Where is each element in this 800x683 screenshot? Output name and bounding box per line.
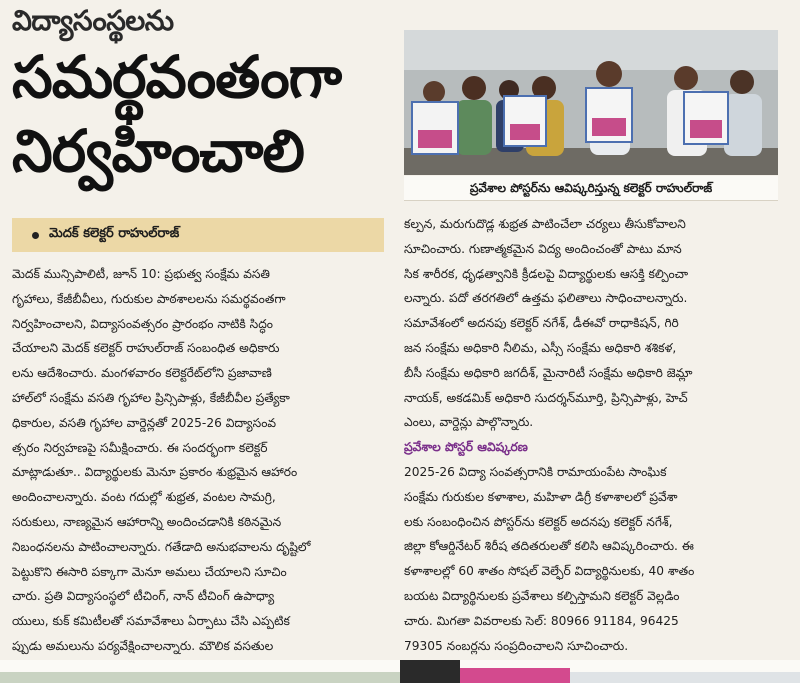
next-article-strip <box>0 660 800 683</box>
headline-line-2: నిర్వహించాలి <box>12 117 304 185</box>
text-line: బీసీ సంక్షేమ అధికారి జగదీశ్, మైనారిటీ సంక్షేమ అధికారి జెమ్లా <box>404 365 693 380</box>
text-line: జిల్లా కోఆర్డినేటర్ శిరీష తదితరులతో కలిసి ఆవిష్కరించారు. ఈ <box>404 539 694 554</box>
next-article-photo <box>570 672 800 683</box>
subheading: ప్రవేశాల పోస్టర్ ఆవిష్కరణ <box>404 440 528 455</box>
text-line: త్సరం నిర్వహణపై సమీక్షించారు. ఈ సందర్భంగా కలెక్టర్ <box>12 440 268 455</box>
news-photo <box>404 30 778 175</box>
bullet-icon <box>32 232 39 239</box>
text-line: యులు, కుక్ కమిటీలతో సమావేశాలు ఏర్పాటు చేసి ఎప్పటిక <box>12 614 290 629</box>
text-line: చారు. మిగతా వివరాలకు సెల్: 80966 91184, 96425 <box>404 613 679 628</box>
text-line: చారు. ప్రతి విద్యాసంస్థలో టీచింగ్, నాన్ టీచింగ్ ఉపాధ్యా <box>12 589 275 604</box>
text-line: అందించాలన్నారు. వంట గదుల్లో శుభ్రత, వంటల సామగ్రి, <box>12 490 276 505</box>
text-line: హాల్‌లో సంక్షేమ వసతి గృహాల ప్రిన్సిపాళ్లు, కేజీబీవీల ప్రత్యేకా <box>12 390 290 405</box>
next-article-graphic <box>400 660 460 683</box>
text-line: నిర్వహించాలని, విద్యాసంవత్సరం ప్రారంభం నాటికి సిద్ధం <box>12 316 273 331</box>
byline-band <box>12 218 384 252</box>
text-line: గృహాలు, కేజీబీవీలు, గురుకుల పాఠశాలలను సమర్థవంతగా <box>12 291 286 306</box>
text-line: ధికారుల, వసతి గృహాల వార్డెన్లతో 2025-26 విద్యాసంవ <box>12 415 277 430</box>
text-line: సంక్షేమ గురుకుల కళాశాల, మహిళా డిగ్రీ కళాశాలలో ప్రవేశా <box>404 489 678 504</box>
photo-caption: ప్రవేశాల పోస్టర్‌ను ఆవిష్కరిస్తున్న కలెక్టర్ రాహుల్‌రాజ్ <box>404 176 778 201</box>
photo-illustration <box>404 30 778 175</box>
text-line: మెదక్ మున్సిపాలిటీ, జూన్ 10: ప్రభుత్వ సంక్షేమ వసతి <box>12 267 270 281</box>
text-line: బయట విద్యార్థినులకు ప్రవేశాలు కల్పిస్తామని కలెక్టర్ వెల్లడిం <box>404 588 680 603</box>
article-kicker: విద్యాసంస్థలను <box>12 4 174 37</box>
text-line: నాయక్, అకడమిక్ అధికారి సుదర్శన్‌మూర్తి, ప్రిన్సిపాళ్లు, హెచ్ <box>404 390 688 405</box>
headline-line-1: సమర్థవంతంగా <box>12 43 342 111</box>
text-line: ఎంలు, వార్డెన్లు పాల్గొన్నారు. <box>404 415 534 430</box>
text-line: లకు సంబంధించిన పోస్టర్‌ను కలెక్టర్ అదనపు కలెక్టర్ నగేశ్, <box>404 514 673 529</box>
text-line: ప్పుడు అమలును పర్యవేక్షించాలన్నారు. మౌలిక వసతుల <box>12 638 274 653</box>
text-line: జన సంక్షేమ అధికారి నీలిమ, ఎస్సీ సంక్షేమ అధికారి శశికళ, <box>404 340 677 355</box>
byline-text: మెదక్ కలెక్టర్ రాహుల్‌రాజ్ <box>49 226 180 241</box>
text-line: సరుకులు, నాణ్యమైన ఆహారాన్ని అందించడానికి కఠినమైన <box>12 514 282 529</box>
next-article-banner <box>460 668 570 683</box>
text-line: లను ఆదేశించారు. మంగళవారం కలెక్టరేట్‌లోని ప్రజావాణి <box>12 366 272 381</box>
text-line: మాట్లాడుతూ.. విద్యార్థులకు మెనూ ప్రకారం శుభ్రమైన ఆహారం <box>12 465 298 480</box>
left-column <box>12 262 390 659</box>
text-line: చేయాలని మెదక్ కలెక్టర్ రాహుల్‌రాజ్ సంబంధిత అధికారు <box>12 341 280 356</box>
text-line: పెట్టుకొని ఈసారి పక్కాగా మెనూ అమలు చేయాలని సూచిం <box>12 564 287 579</box>
text-line: 2025-26 విద్యా సంవత్సరానికి రామాయంపేట సాంఘిక <box>404 464 667 479</box>
text-line: సమావేశంలో అదనపు కలెక్టర్ నగేశ్, డీఈవో రాధాకిషన్, గిరి <box>404 316 679 331</box>
right-column <box>404 212 786 658</box>
text-line: కల్పన, మరుగుదొడ్ల శుభ్రత పాటించేలా చర్యలు తీసుకోవాలని <box>404 217 686 231</box>
next-article-image <box>0 672 430 683</box>
text-line: నిబంధనలను పాటించాలన్నారు. గతేడాది అనుభవాలను దృష్టిలో <box>12 539 311 554</box>
text-line: సిక శారీరక, ధృఢత్వానికి క్రీడలపై విద్యార్థులకు ఆసక్తి కల్పించా <box>404 266 689 281</box>
text-line: సూచించారు. గుణాత్మకమైన విద్య అందించంతో పాటు మాన <box>404 241 682 256</box>
text-line: కళాశాలల్లో 60 శాతం సోషల్ వెల్ఫేర్ విద్యార్థినులకు, 40 శాతం <box>404 564 695 579</box>
text-line: 79305 నంబర్లను సంప్రదించాలని సూచించారు. <box>404 638 629 653</box>
text-line: లన్నారు. పదో తరగతిలో ఉత్తమ ఫలితాలు సాధించాలన్నారు. <box>404 291 688 306</box>
